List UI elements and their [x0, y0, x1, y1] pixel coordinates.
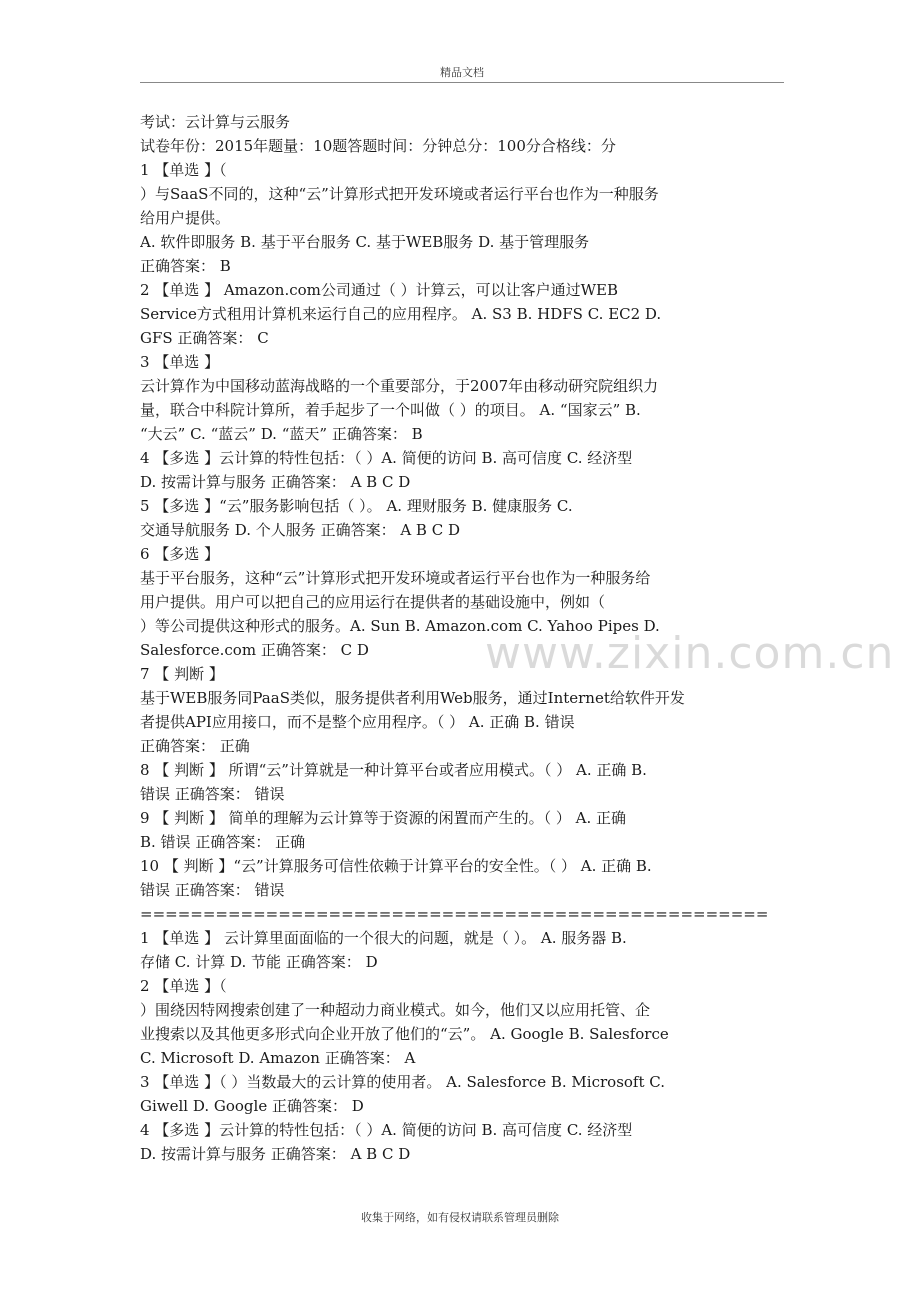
text-line: 错误 正确答案： 错误	[140, 881, 285, 899]
text-line: 4 【多选 】云计算的特性包括：（ ）A. 简便的访问 B. 高可信度 C. 经济型	[140, 449, 633, 467]
page-footer: 收集于网络，如有侵权请联系管理员删除	[361, 1211, 559, 1224]
watermark: www.zixin.com.cn	[485, 628, 895, 679]
text-line: 正确答案： B	[140, 257, 231, 275]
text-line: 给用户提供。	[140, 209, 231, 227]
text-line: 交通导航服务 D. 个人服务 正确答案： A B C D	[140, 521, 460, 539]
text-line: 试卷年份：2015年题量：10题答题时间：分钟总分：100分合格线：分	[140, 137, 616, 155]
text-line: 1 【单选 】 云计算里面面临的一个很大的问题，就是（ ）。 A. 服务器 B.	[140, 929, 627, 947]
text-line: 2 【单选 】（	[140, 977, 227, 995]
text-line: ）围绕因特网搜索创建了一种超动力商业模式。如今，他们又以应用托管、企	[140, 1001, 651, 1019]
text-line: ==================================================	[140, 905, 769, 923]
text-line: 6 【多选 】	[140, 545, 220, 563]
text-line: Giwell D. Google 正确答案： D	[140, 1097, 364, 1115]
text-line: B. 错误 正确答案： 正确	[140, 833, 306, 851]
text-line: 用户提供。用户可以把自己的应用运行在提供者的基础设施中，例如（	[140, 593, 606, 611]
text-line: 基于WEB服务同PaaS类似，服务提供者利用Web服务，通过Internet给软件开发	[140, 689, 685, 707]
text-line: A. 软件即服务 B. 基于平台服务 C. 基于WEB服务 D. 基于管理服务	[140, 233, 590, 251]
page-header: 精品文档	[440, 66, 484, 79]
text-line: 5 【多选 】“云”服务影响包括（ ）。 A. 理财服务 B. 健康服务 C.	[140, 497, 573, 515]
text-line: 1 【单选 】（	[140, 161, 227, 179]
text-line: 3 【单选 】（ ）当数最大的云计算的使用者。 A. Salesforce B. Microsoft C.	[140, 1073, 665, 1091]
header-divider	[140, 82, 784, 83]
text-line: GFS 正确答案： C	[140, 329, 269, 347]
text-line: 基于平台服务，这种“云”计算形式把开发环境或者运行平台也作为一种服务给	[140, 569, 651, 587]
text-line: Salesforce.com 正确答案： C D	[140, 641, 369, 659]
text-line: 9 【 判断 】 简单的理解为云计算等于资源的闲置而产生的。（ ） A. 正确	[140, 809, 627, 827]
text-line: “大云” C. “蓝云” D. “蓝天” 正确答案： B	[140, 425, 423, 443]
text-line: 3 【单选 】	[140, 353, 220, 371]
text-line: ）与SaaS不同的，这种“云”计算形式把开发环境或者运行平台也作为一种服务	[140, 185, 659, 203]
text-line: 量，联合中科院计算所，着手起步了一个叫做（ ）的项目。 A. “国家云” B.	[140, 401, 641, 419]
text-line: 业搜索以及其他更多形式向企业开放了他们的“云”。 A. Google B. Salesforce	[140, 1025, 669, 1043]
text-line: C. Microsoft D. Amazon 正确答案： A	[140, 1049, 416, 1067]
text-line: 2 【单选 】 Amazon.com公司通过（ ）计算云，可以让客户通过WEB	[140, 281, 619, 299]
text-line: D. 按需计算与服务 正确答案： A B C D	[140, 473, 411, 491]
text-line: 8 【 判断 】 所谓“云”计算就是一种计算平台或者应用模式。（ ） A. 正确 B.	[140, 761, 647, 779]
text-line: ）等公司提供这种形式的服务。A. Sun B. Amazon.com C. Yahoo Pipes D.	[140, 617, 660, 635]
text-line: 错误 正确答案： 错误	[140, 785, 285, 803]
text-line: 者提供API应用接口，而不是整个应用程序。（ ） A. 正确 B. 错误	[140, 713, 575, 731]
text-line: 10 【 判断 】“云”计算服务可信性依赖于计算平台的安全性。（ ） A. 正确 B.	[140, 857, 652, 875]
text-line: 正确答案： 正确	[140, 737, 250, 755]
text-line: D. 按需计算与服务 正确答案： A B C D	[140, 1145, 411, 1163]
text-line: 云计算作为中国移动蓝海战略的一个重要部分，于2007年由移动研究院组织力	[140, 377, 659, 395]
text-line: 存储 C. 计算 D. 节能 正确答案： D	[140, 953, 378, 971]
text-line: 7 【 判断 】	[140, 665, 224, 683]
text-line: 考试：云计算与云服务	[140, 113, 291, 131]
text-line: Service方式租用计算机来运行自己的应用程序。 A. S3 B. HDFS C. EC2 D.	[140, 305, 662, 323]
text-line: 4 【多选 】云计算的特性包括：（ ）A. 简便的访问 B. 高可信度 C. 经济型	[140, 1121, 633, 1139]
